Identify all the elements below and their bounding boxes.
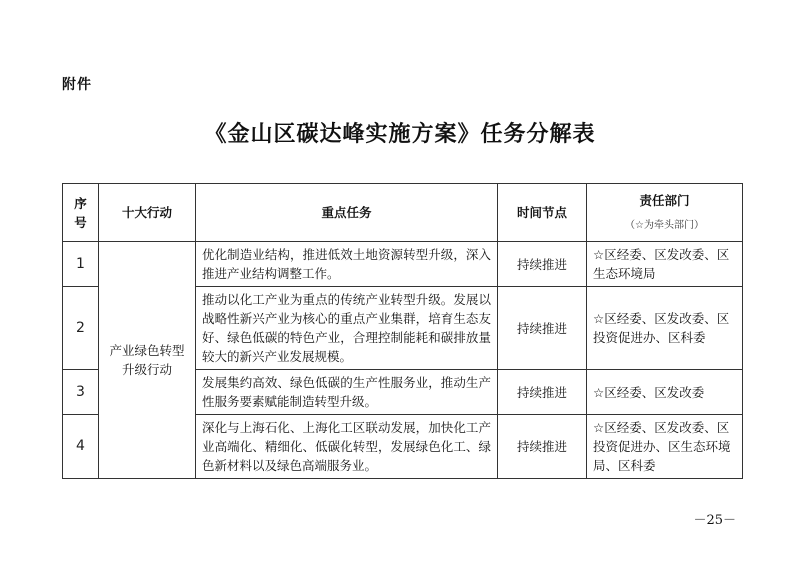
document-title: 《金山区碳达峰实施方案》任务分解表 <box>204 121 596 147</box>
row-no: 2 <box>63 287 99 370</box>
header-dept-note: （☆为牵头部门） <box>625 219 704 231</box>
row-time: 持续推进 <box>498 370 587 415</box>
row-no: 4 <box>63 415 99 479</box>
header-task: 重点任务 <box>196 184 498 242</box>
group-action-cell: 产业绿色转型升级行动 <box>99 242 196 479</box>
row-dept: ☆区经委、区发改委、区生态环境局 <box>587 242 743 287</box>
header-time: 时间节点 <box>498 184 587 242</box>
attachment-label: 附件 <box>62 77 92 93</box>
row-dept: ☆区经委、区发改委、区投资促进办、区科委 <box>587 287 743 370</box>
page-number: －25－ <box>693 513 736 528</box>
header-dept-label: 责任部门 <box>639 192 690 208</box>
row-task: 发展集约高效、绿色低碳的生产性服务业，推动生产性服务要素赋能制造转型升级。 <box>196 370 498 415</box>
row-dept: ☆区经委、区发改委 <box>587 370 743 415</box>
row-no: 1 <box>63 242 99 287</box>
row-task: 推动以化工产业为重点的传统产业转型升级。发展以战略性新兴产业为核心的重点产业集群，培育生态友好、绿色低碳的特色产业，合理控制能耗和碳排放量较大的新兴产业发展规模。 <box>196 287 498 370</box>
header-dept <box>587 184 743 242</box>
table-row <box>63 242 743 287</box>
header-action: 十大行动 <box>99 184 196 242</box>
row-time: 持续推进 <box>498 415 587 479</box>
row-task: 优化制造业结构，推进低效土地资源转型升级，深入推进产业结构调整工作。 <box>196 242 498 287</box>
row-time: 持续推进 <box>498 287 587 370</box>
row-time: 持续推进 <box>498 242 587 287</box>
row-no: 3 <box>63 370 99 415</box>
table-header-row <box>63 184 743 242</box>
row-task: 深化与上海石化、上海化工区联动发展，加快化工产业高端化、精细化、低碳化转型，发展绿色化工、绿色新材料以及绿色高端服务业。 <box>196 415 498 479</box>
task-table <box>62 183 743 479</box>
row-dept: ☆区经委、区发改委、区投资促进办、区生态环境局、区科委 <box>587 415 743 479</box>
header-no: 序号 <box>63 184 99 242</box>
